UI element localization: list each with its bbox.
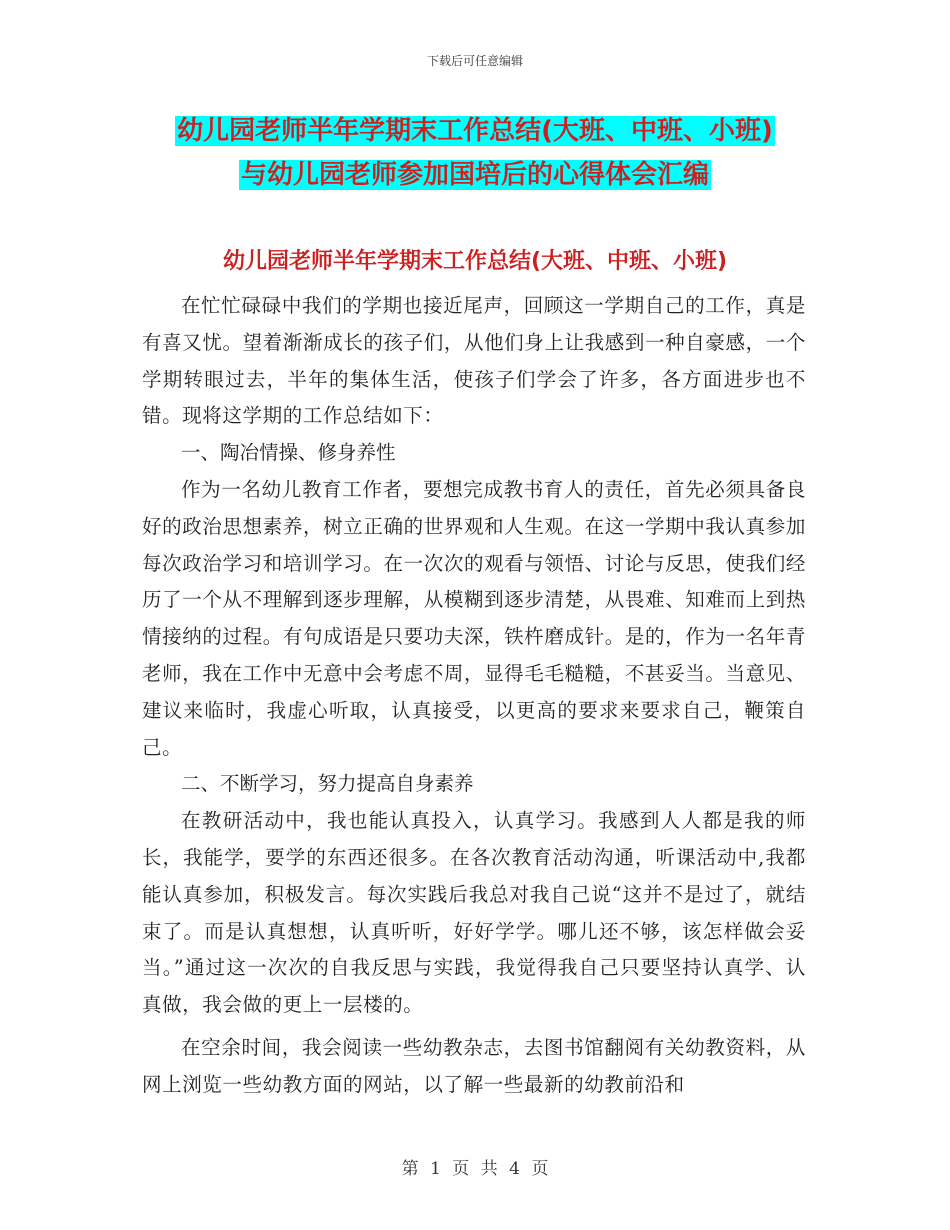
paragraph-1: 作为一名幼儿教育工作者，要想完成教书育人的责任，首先必须具备良好的政治思想素养，树立正确的世界观和人生观。在这一学期中我认真参加每次政治学习和培训学习。在一次次的观看与领悟、讨论与反思，使我们经历了一个从不理解到逐步理解，从模糊到逐步清楚，从畏难、知难而上到热情接纳的过程。有句成语是只要功夫深，铁杵磨成针。是的，作为一名年青老师，我在工作中无意中会考虑不周，显得毛毛糙糙，不甚妥当。当意见、建议来临时，我虚心听取，认真接受，以更高的要求来要求自己，鞭策自己。: [142, 477, 806, 759]
heading-2: 二、不断学习，努力提高自身素养: [181, 772, 474, 796]
paragraph-intro: 在忙忙碌碌中我们的学期也接近尾声，回顾这一学期自己的工作，真是有喜又忧。望着渐渐成长的孩子们，从他们身上让我感到一种自豪感，一个学期转眼过去，半年的集体生活，使孩子们学会了许多，各方面进步也不错。现将这学期的工作总结如下：: [142, 294, 806, 428]
heading-1: 一、陶冶情操、修身养性: [181, 441, 396, 465]
document-title-line-1: [0, 112, 950, 150]
paragraph-2: 在教研活动中，我也能认真投入，认真学习。我感到人人都是我的师长，我能学，要学的东西还很多。在各次教育活动沟通，听课活动中,我都能认真参加，积极发言。每次实践后我总对我自己说“这并不是过了，就结束了。而是认真想想，认真听听，好好学学。哪儿还不够，该怎样做会妥当。”通过这一次次的自我反思与实践，我觉得我自己只要坚持认真学、认真做，我会做的更上一层楼的。: [142, 809, 806, 1017]
document-title-line-2-text: 与幼儿园老师参加国培后的心得体会汇编: [240, 160, 709, 190]
document-title-line-1-text: 幼儿园老师半年学期末工作总结(大班、中班、小班): [177, 116, 773, 146]
document-title-line-2: [0, 156, 950, 194]
paragraph-3: 在空余时间，我会阅读一些幼教杂志，去图书馆翻阅有关幼教资料，从网上浏览一些幼教方面的网站，以了解一些最新的幼教前沿和: [142, 1035, 806, 1096]
section-title: 幼儿园老师半年学期末工作总结(大班、中班、小班): [222, 249, 728, 274]
body-text: [142, 288, 806, 1104]
page-footer: 第 1 页 共 4 页: [401, 1159, 549, 1179]
header-note: 下载后可任意编辑: [426, 54, 523, 68]
